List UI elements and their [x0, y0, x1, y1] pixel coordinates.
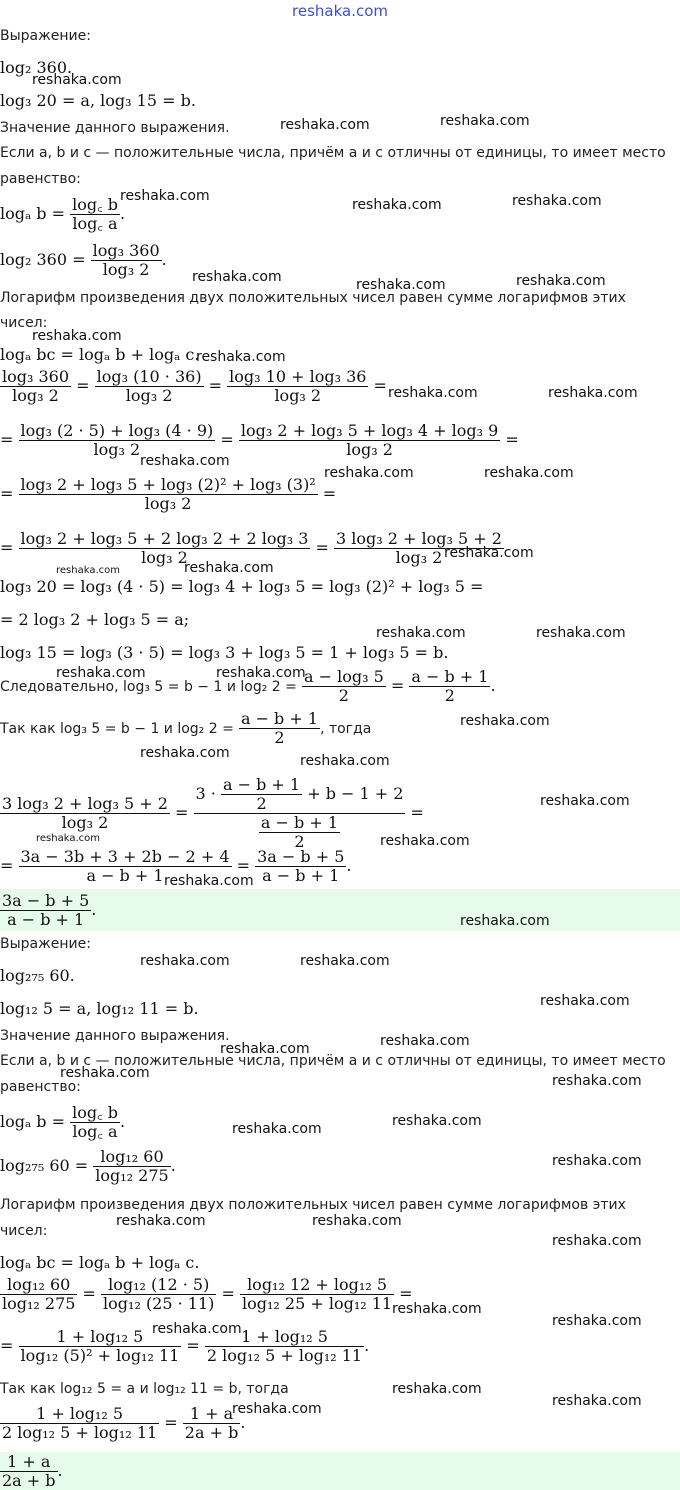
fraction: $\frac{\text{1 + log₁₂ 5}}{\text{2 log₁₂ 5 + log₁₂ 11}}$	[206, 1327, 363, 1365]
fraction: $\frac{\text{1 + log₁₂ 5}}{\text{2 log₁₂ 5 + log₁₂ 11}}$	[2, 1404, 158, 1442]
watermark: reshaka.com	[552, 1233, 642, 1249]
since-line: Так как log₃ 5 = b − 1 и log₂ 2 = $\frac{a - b + 1}{2}$ , тогда	[0, 709, 372, 747]
fraction: $\frac{\text{log₃ 10 + log₃ 36}}{\text{log₃ 2}}$	[229, 367, 367, 405]
watermark: reshaka.com	[32, 72, 122, 88]
watermark: reshaka.com	[380, 833, 470, 849]
watermark: reshaka.com	[380, 1033, 470, 1049]
product-rule: logₐ bc = logₐ b + logₐ c.	[0, 1253, 200, 1272]
watermark: reshaka.com	[552, 1393, 642, 1409]
watermark: reshaka.com	[120, 188, 210, 204]
expression: log₂ 360.	[0, 58, 73, 77]
fraction: $\frac{\text{log₃ (10 · 36)}}{\text{log₃ 2}}$	[96, 367, 202, 405]
watermark: reshaka.com	[184, 560, 274, 576]
compound-denominator	[194, 814, 406, 851]
expression: log₂₇₅ 60.	[0, 966, 75, 985]
fraction: $\frac{3a - 3b + 3 + 2b - 2 + 4}{a - b + 1}$	[20, 847, 230, 885]
fraction: $\frac{\log꜀ b}{\log꜀ a}$	[72, 1103, 118, 1141]
fraction: $\frac{1 + a}{2a + b}$	[184, 1404, 239, 1442]
watermark: reshaka.com	[552, 1073, 642, 1089]
watermark: reshaka.com	[216, 665, 306, 681]
final-simplification: $\frac{\text{1 + log₁₂ 5}}{\text{2 log₁₂ 5 + log₁₂ 11}}$ = $\frac{1 + a}{2a + b}$ .	[2, 1404, 246, 1442]
log20-line-1: log₃ 20 = log₃ (4 · 5) = log₃ 4 + log₃ 5 = log₃ (2)² + log₃ 5 =	[0, 577, 484, 596]
fraction: $\frac{\text{3 log₃ 2 + log₃ 5 + 2}}{\text{log₃ 2}}$	[2, 794, 168, 832]
fraction: $\frac{\text{log₁₂ 60}}{\text{log₁₂ 275}}$	[95, 1147, 169, 1185]
watermark: reshaka.com	[60, 1065, 150, 1081]
fraction: $\frac{\log꜀ b}{\log꜀ a}$	[72, 195, 118, 233]
watermark: reshaka.com	[300, 953, 390, 969]
compound-fraction	[194, 776, 406, 851]
watermark: reshaka.com	[232, 1401, 322, 1417]
derivation-row-1: $\frac{\text{log₃ 360}}{\text{log₃ 2}}$ = $\frac{\text{log₃ (10 · 36)}}{\text{log₃ 2}}$ = $\frac{\text{log₃ 10 + log₃ 36}}{\text{log₃ 2}}$ =	[2, 367, 387, 405]
rule-line-2: равенство:	[0, 1079, 81, 1095]
rule-line-1: Если a, b и c — положительные числа, причём a и c отличны от единицы, то имеет место	[0, 1053, 666, 1069]
log15-line: log₃ 15 = log₃ (3 · 5) = log₃ 3 + log₃ 5 = 1 + log₃ 5 = b.	[0, 643, 449, 662]
expression-label: Выражение:	[0, 936, 91, 952]
watermark: reshaka.com	[536, 625, 626, 641]
answer-1: $\frac{3a - b + 5}{a - b + 1}$ .	[2, 891, 97, 929]
log20-line-2: = 2 log₃ 2 + log₃ 5 = a;	[0, 610, 190, 629]
fraction: $\frac{3a - b + 5}{a - b + 1}$	[2, 891, 90, 929]
watermark: reshaka.com	[548, 385, 638, 401]
watermark: reshaka.com	[392, 1301, 482, 1317]
fraction: $\frac{\text{log₃ 360}}{\text{log₃ 2}}$	[2, 367, 70, 405]
site-link[interactable]: reshaka.com	[292, 2, 388, 20]
watermark: reshaka.com	[356, 277, 446, 293]
derivation-row-2: = $\frac{\text{log₃ (2 · 5) + log₃ (4 · 9)}}{\text{log₃ 2}}$ = $\frac{\text{log₃ 2 + log₃ 5 + log₃ 4 + log₃ 9}}{\text{log₃ 2}}$ =	[0, 421, 519, 459]
fraction: $\frac{3a - b + 5}{a - b + 1}$	[257, 847, 345, 885]
watermark: reshaka.com	[36, 833, 100, 844]
watermark: reshaka.com	[516, 273, 606, 289]
product-rule-line-2: чисел:	[0, 1223, 48, 1239]
fraction: $\frac{a - b + 1}{2}$	[240, 709, 319, 747]
watermark: reshaka.com	[392, 1381, 482, 1397]
watermark: reshaka.com	[164, 873, 254, 889]
watermark: reshaka.com	[32, 328, 122, 344]
product-rule-line-2: чисел:	[0, 315, 48, 331]
rule-line-2: равенство:	[0, 171, 81, 187]
fraction: $\frac{1 + a}{2a + b}$	[2, 1452, 56, 1490]
answer-highlight-2	[0, 1452, 680, 1490]
watermark: reshaka.com	[300, 753, 390, 769]
watermark: reshaka.com	[140, 453, 230, 469]
watermark: reshaka.com	[232, 1121, 322, 1137]
rule-line-1: Если a, b и c — положительные числа, причём a и c отличны от единицы, то имеет место	[0, 145, 666, 161]
expression-label: Выражение:	[0, 28, 91, 44]
watermark: reshaka.com	[116, 1213, 206, 1229]
product-rule-line-1: Логарифм произведения двух положительных чисел равен сумме логарифмов этих	[0, 1197, 626, 1213]
watermark: reshaka.com	[280, 117, 370, 133]
value-label: Значение данного выражения.	[0, 120, 230, 136]
watermark: reshaka.com	[552, 1153, 642, 1169]
compound-numerator: 3 · $\frac{a - b + 1}{2}$ + b − 1 + 2	[195, 775, 404, 813]
fraction: $\frac{\text{log₁₂ 60}}{\text{log₁₂ 275}}$	[2, 1275, 76, 1313]
base-change-step: log₂₇₅ 60 = $\frac{\text{log₁₂ 60}}{\text{log₁₂ 275}}$ .	[0, 1147, 176, 1185]
watermark: reshaka.com	[552, 1313, 642, 1329]
watermark: reshaka.com	[324, 465, 414, 481]
given-values: log₃ 20 = a, log₃ 15 = b.	[0, 91, 196, 110]
fraction: $\frac{\text{log₃ (2 · 5) + log₃ (4 · 9)}}{\text{log₃ 2}}$	[20, 421, 214, 459]
product-rule: logₐ bc = logₐ b + logₐ c.	[0, 345, 200, 364]
derivation-row-1: $\frac{\text{log₁₂ 60}}{\text{log₁₂ 275}}$ = $\frac{\text{log₁₂ (12 · 5)}}{\text{log₁₂ (25 · 11)}}$ = $\frac{\text{log₁₂ 12 + log₁₂ 5}}{\text{log₁₂ 25 + log₁₂ 11}}$ =	[2, 1275, 413, 1313]
watermark: reshaka.com	[460, 713, 550, 729]
answer-2: $\frac{1 + a}{2a + b}$ .	[2, 1452, 63, 1490]
watermark: reshaka.com	[196, 349, 286, 365]
watermark: reshaka.com	[444, 545, 534, 561]
watermark: reshaka.com	[376, 625, 466, 641]
watermark: reshaka.com	[440, 113, 530, 129]
fraction: $\frac{\text{log₃ 2 + log₃ 5 + 2 log₃ 2 + 2 log₃ 3}}{\text{log₃ 2}}$	[20, 529, 309, 567]
watermark: reshaka.com	[484, 465, 574, 481]
watermark: reshaka.com	[56, 665, 146, 681]
base-change-step: log₂ 360 = $\frac{\text{log₃ 360}}{\text{log₃ 2}}$ .	[0, 241, 167, 279]
watermark: reshaka.com	[140, 745, 230, 761]
watermark: reshaka.com	[540, 793, 630, 809]
change-base-formula: logₐ b = $\frac{\log꜀ b}{\log꜀ a}$ .	[0, 1103, 126, 1141]
fraction: $\frac{\text{log₁₂ 12 + log₁₂ 5}}{\text{log₁₂ 25 + log₁₂ 11}}$	[241, 1275, 393, 1313]
derivation-row-4: = $\frac{\text{log₃ 2 + log₃ 5 + 2 log₃ 2 + 2 log₃ 3}}{\text{log₃ 2}}$ = $\frac{\text{3 log₃ 2 + log₃ 5 + 2}}{\text{log₃ 2}}$	[0, 529, 502, 567]
fraction: $\frac{\text{log₁₂ (12 · 5)}}{\text{log₁₂ (25 · 11)}}$	[103, 1275, 215, 1313]
product-rule-line-1: Логарифм произведения двух положительных чисел равен сумме логарифмов этих	[0, 290, 626, 306]
watermark: reshaka.com	[388, 385, 478, 401]
derivation-row-3: = $\frac{\text{log₃ 2 + log₃ 5 + log₃ (2)² + log₃ (3)²}}{\text{log₃ 2}}$ =	[0, 475, 337, 513]
fraction: $\frac{\text{log₃ 2 + log₃ 5 + log₃ 4 + log₃ 9}}{\text{log₃ 2}}$	[240, 421, 499, 459]
watermark: reshaka.com	[352, 197, 442, 213]
fraction: $\frac{\text{log₃ 360}}{\text{log₃ 2}}$	[92, 241, 160, 279]
change-base-formula: logₐ b = $\frac{\log꜀ b}{\log꜀ a}$ .	[0, 195, 126, 233]
watermark: reshaka.com	[512, 193, 602, 209]
fraction: $\frac{\text{1 + log₁₂ 5}}{\text{log₁₂ (5)² + log₁₂ 11}}$	[20, 1327, 180, 1365]
watermark: reshaka.com	[392, 1113, 482, 1129]
fraction: $\frac{a - b + 1}{2}$	[260, 813, 339, 851]
value-label: Значение данного выражения.	[0, 1028, 230, 1044]
given-values: log₁₂ 5 = a, log₁₂ 11 = b.	[0, 999, 199, 1018]
watermark: reshaka.com	[192, 269, 282, 285]
fraction: $\frac{\text{log₃ 2 + log₃ 5 + log₃ (2)² + log₃ (3)²}}{\text{log₃ 2}}$	[20, 475, 316, 513]
watermark: reshaka.com	[220, 1041, 310, 1057]
big-fraction-row: $\frac{\text{3 log₃ 2 + log₃ 5 + 2}}{\text{log₃ 2}}$ = 3 · $\frac{a - b + 1}{2}$ + b − 1 + 2 $\frac{a - b + 1}{2}$ =	[2, 775, 424, 851]
since-line: Так как log₁₂ 5 = a и log₁₂ 11 = b, тогда	[0, 1381, 289, 1397]
watermark: reshaka.com	[140, 953, 230, 969]
watermark: reshaka.com	[460, 913, 550, 929]
derivation-row-2: = $\frac{\text{1 + log₁₂ 5}}{\text{log₁₂ (5)² + log₁₂ 11}}$ = $\frac{\text{1 + log₁₂ 5}}{\text{2 log₁₂ 5 + log₁₂ 11}}$ .	[0, 1327, 370, 1365]
answer-highlight-1	[0, 889, 680, 931]
fraction: $\frac{\text{a − log₃ 5}}{2}$	[303, 667, 384, 705]
consequence-line: Следовательно, log₃ 5 = b − 1 и log₂ 2 = $\frac{\text{a − log₃ 5}}{2}$ = $\frac{a - b + 1}{2}$ .	[0, 667, 496, 705]
fraction: $\frac{\text{3 log₃ 2 + log₃ 5 + 2}}{\text{log₃ 2}}$	[336, 529, 502, 567]
watermark: reshaka.com	[312, 1213, 402, 1229]
watermark: reshaka.com	[540, 993, 630, 1009]
fraction: $\frac{a - b + 1}{2}$	[411, 667, 489, 705]
fraction: $\frac{a - b + 1}{2}$	[222, 775, 301, 813]
watermark: reshaka.com	[56, 565, 120, 576]
watermark: reshaka.com	[152, 1321, 242, 1337]
final-simplification: = $\frac{3a - 3b + 3 + 2b - 2 + 4}{a - b + 1}$ = $\frac{3a - b + 5}{a - b + 1}$ .	[0, 847, 352, 885]
